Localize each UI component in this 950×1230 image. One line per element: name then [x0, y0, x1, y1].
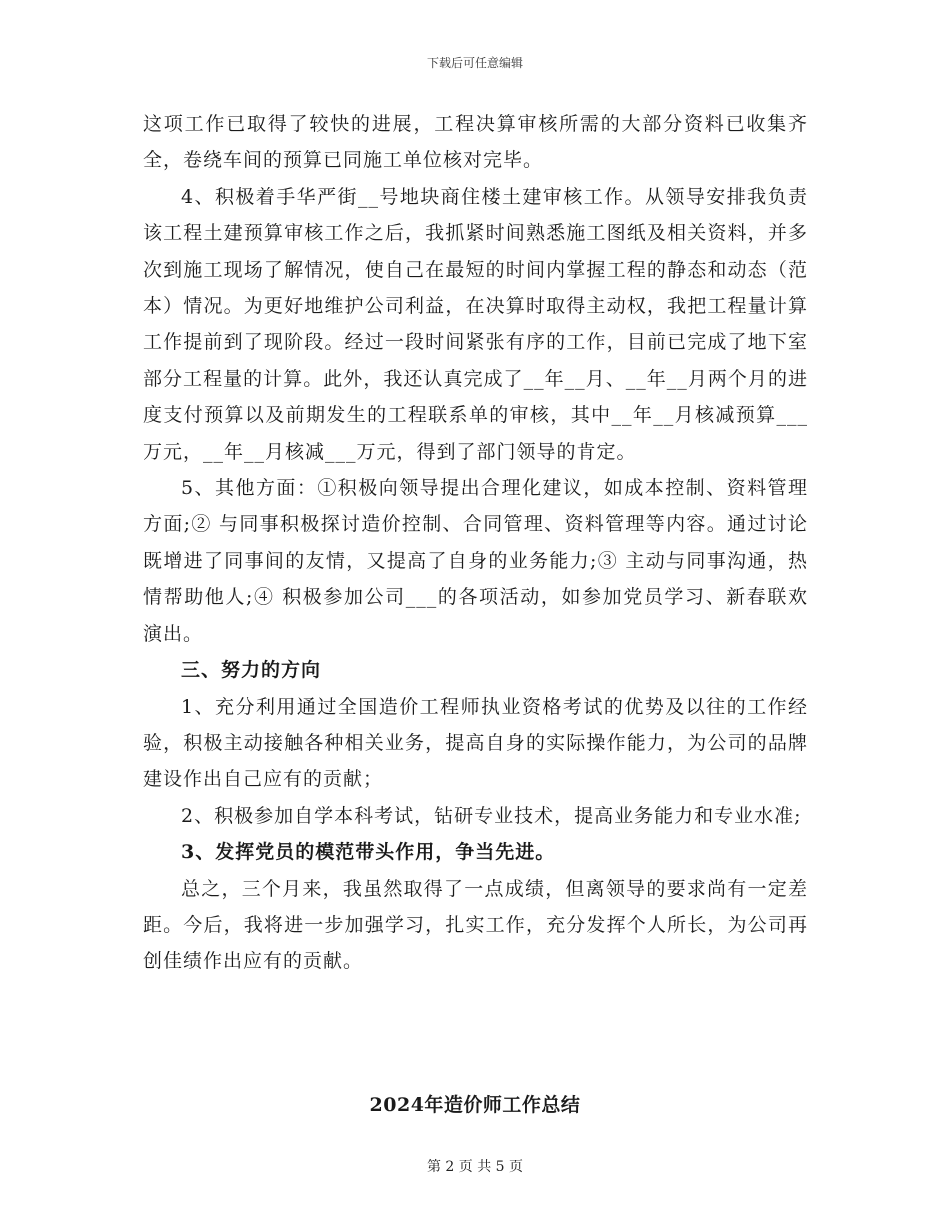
paragraph-conclusion: 总之，三个月来，我虽然取得了一点成绩，但离领导的要求尚有一定差距。今后，我将进一步加强学习，扎实工作，充分发挥个人所长，为公司再创佳绩作出应有的贡献。 [143, 877, 808, 973]
section-heading-direction: 三、努力的方向 [181, 659, 322, 682]
page-number-footer: 第 2 页 共 5 页 [426, 1159, 524, 1175]
paragraph-direction-3: 3、发挥党员的模范带头作用，争当先进。 [181, 841, 556, 864]
paragraph-direction-1: 1、充分利用通过全国造价工程师执业资格考试的优势及以往的工作经验，积极主动接触各种相关业务，提高自身的实际操作能力，为公司的品牌建设作出自己应有的贡献； [143, 695, 808, 791]
document-title: 2024年造价师工作总结 [369, 1094, 581, 1116]
paragraph-continuation: 这项工作已取得了较快的进展，工程决算审核所需的大部分资料已收集齐全，卷绕车间的预算已同施工单位核对完毕。 [143, 113, 808, 172]
page-header-note: 下载后可任意编辑 [426, 56, 523, 70]
paragraph-direction-2: 2、积极参加自学本科考试，钻研专业技术，提高业务能力和专业水准; [181, 804, 802, 827]
document-body [143, 106, 808, 980]
paragraph-item-4: 4、积极着手华严街__号地块商住楼土建审核工作。从领导安排我负责该工程土建预算审核工作之后，我抓紧时间熟悉施工图纸及相关资料，并多次到施工现场了解情况，使自己在最短的时间内掌握工程的静态和动态（范本）情况。为更好地维护公司利益，在决算时取得主动权，我把工程量计算工作提前到了现阶段。经过一段时间紧张有序的工作，目前已完成了地下室部分工程量的计算。此外，我还认真完成了__年__月、__年__月两个月的进度支付预算以及前期发生的工程联系单的审核，其中__年__月核减预算___万元，__年__月核减___万元，得到了部门领导的肯定。 [143, 185, 808, 463]
paragraph-item-5: 5、其他方面：①积极向领导提出合理化建议，如成本控制、资料管理方面;② 与同事积极探讨造价控制、合同管理、资料管理等内容。通过讨论既增进了同事间的友情，又提高了自身的业务能力;③ 主动与同事沟通，热情帮助他人;④ 积极参加公司___的各项活动，如参加党员学习、新春联欢演出。 [143, 477, 808, 645]
